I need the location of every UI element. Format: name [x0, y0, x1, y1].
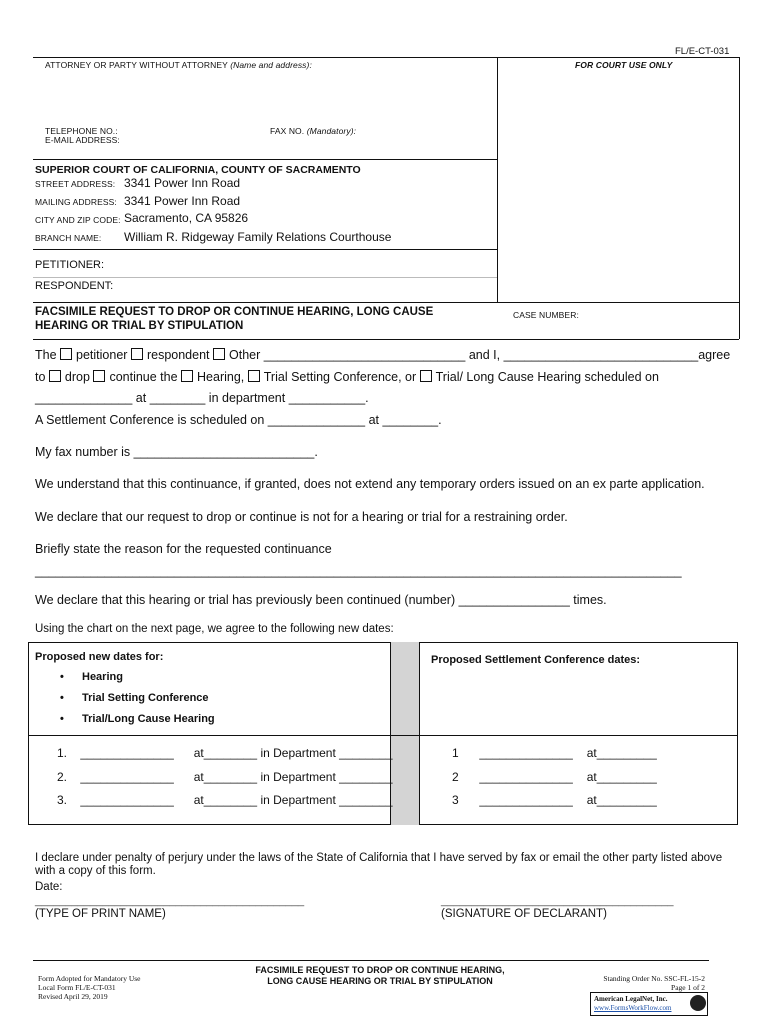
table-divider-column	[390, 642, 420, 825]
form-id: FL/E-CT-031	[675, 46, 730, 57]
publisher-link[interactable]: www.FormsWorkFlow.com	[594, 1004, 672, 1012]
title-box-bottom	[33, 339, 739, 340]
city-label: CITY AND ZIP CODE:	[35, 215, 121, 225]
settlement-conference-line[interactable]: A Settlement Conference is scheduled on ______________ at ________.	[35, 413, 442, 427]
table-left-header: Proposed new dates for:	[35, 651, 164, 663]
telephone-label: TELEPHONE NO.:	[45, 126, 118, 136]
case-number-label: CASE NUMBER:	[513, 310, 579, 320]
right-row-2[interactable]: 2 ______________ at_________	[452, 770, 657, 784]
action-line: to drop continue the Hearing, Trial Setting Conference, or Trial/ Long Cause Hearing scheduled on	[35, 370, 659, 384]
attorney-box-bottom	[33, 159, 497, 160]
continuance-understanding: We understand that this continuance, if granted, does not extend any temporary orders issued on an ex parte application.	[35, 477, 705, 491]
left-row-3[interactable]: 3. ______________ at________ in Department ________	[57, 793, 393, 807]
fax-number-line[interactable]: My fax number is __________________________.	[35, 445, 318, 459]
mailing-value: 3341 Power Inn Road	[124, 194, 241, 208]
chart-intro: Using the chart on the next page, we agree to the following new dates:	[35, 623, 394, 635]
reason-label: Briefly state the reason for the requested continuance	[35, 542, 332, 556]
table-header-rule	[28, 735, 738, 736]
parties-separator	[33, 277, 497, 278]
print-name-line[interactable]: ____________________________________________	[35, 895, 305, 907]
footer-right: Standing Order No. SSC-FL-15-2 Page 1 of 2	[603, 974, 705, 992]
other-checkbox[interactable]	[213, 348, 225, 360]
right-row-1[interactable]: 1 ______________ at_________	[452, 746, 657, 760]
respondent-label: RESPONDENT:	[35, 280, 114, 292]
street-label: STREET ADDRESS:	[35, 179, 116, 189]
court-use-label: FOR COURT USE ONLY	[575, 60, 673, 70]
perjury-declaration: I declare under penalty of perjury under the laws of the State of California that I have served by fax or email the other party listed above with a copy of this form.	[35, 852, 723, 877]
court-box-bottom	[33, 249, 497, 250]
fax-label: FAX NO. (Mandatory):	[270, 126, 357, 136]
form-title: FACSIMILE REQUEST TO DROP OR CONTINUE HEARING, LONG CAUSE HEARING OR TRIAL BY STIPULATION	[35, 306, 434, 332]
party-names-blanks[interactable]: _____________________________ and I, ____________________________agree	[263, 348, 731, 362]
table-right-header: Proposed Settlement Conference dates:	[431, 654, 641, 666]
hearing-checkbox[interactable]	[181, 370, 193, 382]
continue-checkbox[interactable]	[93, 370, 105, 382]
trial-setting-checkbox[interactable]	[248, 370, 260, 382]
publisher-badge: American LegalNet, Inc. www.FormsWorkFlow.com	[590, 992, 708, 1016]
bullet-trial-long-cause: • Trial/Long Cause Hearing	[60, 713, 215, 725]
previous-continuance-line[interactable]: We declare that this hearing or trial has previously been continued (number) ________________ times.	[35, 593, 607, 607]
date-label[interactable]: Date:	[35, 881, 63, 893]
court-name: SUPERIOR COURT OF CALIFORNIA, COUNTY OF SACRAMENTO	[35, 164, 361, 176]
street-value: 3341 Power Inn Road	[124, 176, 241, 190]
court-use-divider	[497, 57, 498, 302]
bullet-hearing: • Hearing	[60, 671, 123, 683]
trial-long-cause-checkbox[interactable]	[420, 370, 432, 382]
left-row-1[interactable]: 1. ______________ at________ in Department ________	[57, 746, 393, 760]
respondent-checkbox[interactable]	[131, 348, 143, 360]
right-row-3[interactable]: 3 ______________ at_________	[452, 793, 657, 807]
signature-label: (SIGNATURE OF DECLARANT)	[441, 908, 607, 920]
top-rule	[33, 57, 740, 58]
branch-value: William R. Ridgeway Family Relations Courthouse	[124, 230, 392, 244]
left-row-2[interactable]: 2. ______________ at________ in Department ________	[57, 770, 393, 784]
scheduled-date-line[interactable]: ______________ at ________ in department ___________.	[35, 391, 369, 405]
footer-left: Form Adopted for Mandatory Use Local Form FL/E-CT-031 Revised April 29, 2019	[38, 974, 141, 1001]
parties-box-bottom	[33, 302, 739, 303]
footer-title: FACSIMILE REQUEST TO DROP OR CONTINUE HEARING, LONG CAUSE HEARING OR TRIAL BY STIPULATION	[255, 965, 505, 986]
petitioner-checkbox[interactable]	[60, 348, 72, 360]
drop-checkbox[interactable]	[49, 370, 61, 382]
parties-agree-line: The petitioner respondent Other _____________________________ and I, ____________________________agree	[35, 348, 731, 362]
reason-line[interactable]: _____________________________________________________________________________________________	[35, 564, 682, 578]
footer-rule	[33, 960, 709, 961]
restraining-order-declaration: We declare that our request to drop or continue is not for a hearing or trial for a restraining order.	[35, 510, 568, 524]
bullet-trial-setting: • Trial Setting Conference	[60, 692, 209, 704]
right-border	[739, 57, 740, 339]
signature-line[interactable]: ______________________________________	[441, 895, 674, 907]
attorney-label: ATTORNEY OR PARTY WITHOUT ATTORNEY (Name and address):	[45, 60, 312, 70]
mailing-label: MAILING ADDRESS:	[35, 197, 117, 207]
petitioner-label: PETITIONER:	[35, 259, 105, 271]
city-value: Sacramento, CA 95826	[124, 211, 249, 225]
print-name-label: (TYPE OF PRINT NAME)	[35, 908, 166, 920]
email-label: E-MAIL ADDRESS:	[45, 135, 120, 145]
publisher-seal-icon	[690, 995, 706, 1011]
branch-label: BRANCH NAME:	[35, 233, 102, 243]
